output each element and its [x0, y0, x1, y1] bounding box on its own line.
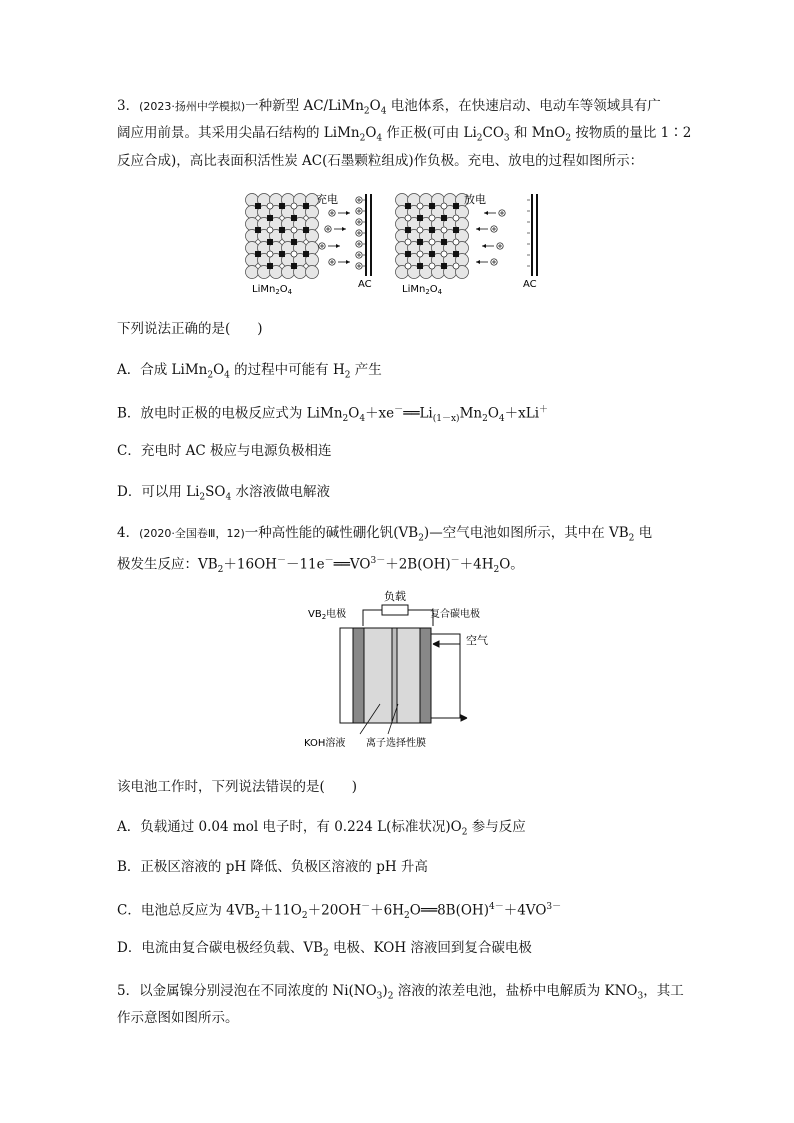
koh-region [364, 628, 392, 723]
carbon-label: 复合碳电极 [430, 609, 480, 620]
mn-ion [405, 203, 411, 209]
q5-line-2: 作示意图如图所示。 [117, 1010, 239, 1026]
air-channel [431, 634, 460, 718]
ions-right [476, 210, 505, 265]
mn-ion [441, 263, 447, 269]
q3-number: 3． [117, 98, 140, 114]
li-ion [291, 251, 297, 257]
vb2-label: $VB_2$电极 [308, 609, 347, 621]
q4-number: 4． [117, 525, 140, 541]
ac-label-left: AC [358, 279, 372, 290]
q3-option-d: D．可以用 $Li_2SO_4$ 水溶液做电解液 [117, 484, 330, 503]
charge-label: 充电 [316, 193, 338, 206]
q3-source: (2023·扬州中学模拟) [139, 100, 246, 113]
li-ion [429, 215, 435, 221]
q3-line-2: 阔应用前景。其采用尖晶石结构的 $LiMn_2O_4$ 作正极(可由 $Li_2CO_3$ 和 MnO$_2$ 按物质的量比 1∶2 [117, 125, 692, 144]
limn-label-right: $LiMn_2O_4$ [402, 284, 443, 296]
li-ion [405, 215, 411, 221]
mn-ion [255, 203, 261, 209]
q4-line-2: 极发生反应：$VB_2+16OH^--11e^-══VO^{3-}+2B(OH)^-+4H_2O$。 [117, 556, 524, 576]
li-ion [441, 251, 447, 257]
li-ion [267, 227, 273, 233]
li-ion [417, 251, 423, 257]
li-ion [453, 239, 459, 245]
mn-ion [453, 251, 459, 257]
discharge-label: 放电 [464, 193, 486, 206]
li-ion [405, 239, 411, 245]
carbon-region [397, 628, 420, 723]
mn-ion [279, 227, 285, 233]
q4-option-a: A．负载通过 0.04 mol 电子时，有 0.224 L(标准状况)$O_2$ 参与反应 [117, 819, 526, 838]
load-resistor [382, 605, 408, 615]
li-ion [417, 227, 423, 233]
q5-line-1: 5．以金属镍分别浸泡在不同浓度的 $Ni(NO_3)_2$ 溶液的浓差电池，盐桥中电解质为 $KNO_3$，其工 [117, 983, 684, 1002]
mn-ion [417, 239, 423, 245]
load-label: 负载 [384, 590, 406, 603]
air-inlet-arrow [433, 641, 439, 647]
mn-ion [429, 227, 435, 233]
lattice-atom [306, 266, 319, 279]
li-ion [405, 263, 411, 269]
li-ion [429, 239, 435, 245]
ac-electrode-right [532, 194, 537, 276]
lattice-left [246, 194, 319, 279]
q3-option-a: A．合成 $LiMn_2O_4$ 的过程中可能有 $H_2$ 产生 [117, 362, 382, 381]
air-label: 空气 [466, 634, 488, 647]
ions-left [319, 210, 350, 265]
mn-ion [279, 251, 285, 257]
mn-ion [429, 203, 435, 209]
li-ion [453, 215, 459, 221]
arrow-head [346, 260, 350, 264]
arrow-head [346, 211, 350, 215]
mn-ion [291, 239, 297, 245]
mn-ion [303, 203, 309, 209]
q4-option-c: C．电池总反应为 $4VB_2+11O_2+20OH^-+6H_2O══8B(OH)^{4-}+4VO^{3-}$ [117, 902, 562, 922]
mn-ion [453, 203, 459, 209]
ac-electrode-left [366, 194, 371, 276]
limn-label-left: $LiMn_2O_4$ [252, 284, 293, 296]
li-ion [291, 227, 297, 233]
koh-label: KOH溶液 [304, 738, 346, 749]
membrane-label: 离子选择性膜 [366, 738, 426, 749]
q4-option-d: D．电流由复合碳电极经负载、$VB_2$ 电极、KOH 溶液回到复合碳电极 [117, 940, 532, 959]
mn-ion [429, 251, 435, 257]
mn-ion [279, 203, 285, 209]
vb2-electrode [353, 628, 364, 723]
q5-number: 5． [117, 983, 140, 999]
q4-option-b: B．正极区溶液的 pH 降低、负极区溶液的 pH 升高 [117, 859, 428, 875]
q3-line-3: 反应合成)，高比表面积活性炭 AC(石墨颗粒组成)作负极。充电、放电的过程如图所示： [117, 153, 644, 169]
q4-prompt: 该电池工作时，下列说法错误的是( ) [117, 779, 358, 795]
mn-ion [267, 263, 273, 269]
li-ion [267, 251, 273, 257]
lattice-right [396, 194, 469, 279]
q3-option-b: B．放电时正极的电极反应式为 $LiMn_2O_4+xe^-══Li_{(1-x)}Mn_2O_4+xLi^+$ [117, 405, 549, 425]
mn-ion [255, 251, 261, 257]
li-ion [417, 203, 423, 209]
mn-ion [453, 227, 459, 233]
li-ion [267, 203, 273, 209]
mn-ion [291, 215, 297, 221]
q3-line-1: 3．(2023·扬州中学模拟)一种新型 $AC/LiMn_2O_4$ 电池体系，在快速启动、电动车等领域具有广 [117, 98, 661, 117]
li-ion [453, 263, 459, 269]
li-ion [429, 263, 435, 269]
mn-ion [303, 227, 309, 233]
mn-ion [441, 215, 447, 221]
arrow-head [476, 260, 480, 264]
ac-label-right: AC [523, 279, 537, 290]
mn-ion [291, 263, 297, 269]
lattice-atom [246, 266, 259, 279]
q3-option-c: C．充电时 AC 极应与电源负极相连 [117, 443, 332, 459]
mn-ion [417, 215, 423, 221]
mn-ion [441, 239, 447, 245]
mn-ion [303, 251, 309, 257]
li-ion [441, 227, 447, 233]
mn-ion [255, 227, 261, 233]
q3-prompt: 下列说法正确的是( ) [117, 321, 263, 337]
mn-ion [405, 227, 411, 233]
mn-ion [267, 239, 273, 245]
q4-line-1: 4．(2020·全国卷Ⅲ，12)一种高性能的碱性硼化钒$(VB_2)—$空气电池如图所示，其中在 $VB_2$ 电 [117, 525, 653, 544]
q3-figure [240, 186, 560, 298]
air-outlet-arrow [461, 715, 467, 721]
arrow-head [336, 244, 340, 248]
mn-ion [267, 215, 273, 221]
li-ion [441, 203, 447, 209]
mn-ion [417, 263, 423, 269]
arrow-head [484, 211, 488, 215]
arrow-head [482, 244, 486, 248]
q4-source: (2020·全国卷Ⅲ，12) [139, 527, 245, 540]
mn-ion [405, 251, 411, 257]
li-ion [291, 203, 297, 209]
q4-figure [300, 586, 500, 752]
carbon-electrode [420, 628, 431, 723]
arrow-head [342, 227, 346, 231]
arrow-head [476, 227, 480, 231]
